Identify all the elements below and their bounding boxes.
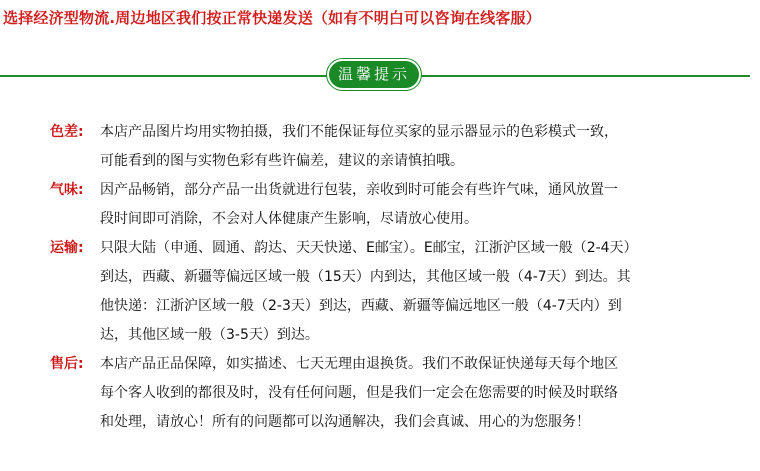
tips-badge: 温馨提示: [329, 61, 419, 88]
note-line: 每个客人收到的都很及时，没有任何问题，但是我们一定会在您需要的时候及时联络: [100, 385, 618, 401]
note-label: 售后:: [50, 356, 84, 372]
note-body: [100, 350, 710, 437]
note-body: [100, 118, 710, 176]
note-label: 色差:: [50, 124, 84, 140]
note-line: 本店产品图片均用实物拍摄，我们不能保证每位买家的显示器显示的色彩模式一致，: [100, 124, 618, 140]
note-after-sales: [50, 350, 710, 437]
notes-list: [50, 118, 710, 437]
top-notice: 选择经济型物流.周边地区我们按正常快递发送（如有不明白可以咨询在线客服）: [3, 9, 541, 27]
note-line: 段时间即可消除，不会对人体健康产生影响，尽请放心使用。: [100, 211, 478, 227]
note-shipping: [50, 234, 710, 350]
note-line: 只限大陆（申通、圆通、韵达、天天快递、E邮宝）。E邮宝，江浙沪区域一般（2-4天）: [100, 240, 638, 256]
note-line: 到达，西藏、新疆等偏远区域一般（15天）内到达，其他区域一般（4-7天）到达。其: [100, 269, 631, 285]
note-line: 因产品畅销，部分产品一出货就进行包装，亲收到时可能会有些许气味，通风放置一: [100, 182, 618, 198]
note-line: 和处理，请放心！所有的问题都可以沟通解决，我们会真诚、用心的为您服务！: [100, 414, 590, 430]
note-odor: [50, 176, 710, 234]
note-line: 可能看到的图与实物色彩有些许偏差，建议的亲请慎拍哦。: [100, 153, 464, 169]
note-label: 运输:: [50, 240, 84, 256]
note-line: 他快递：江浙沪区域一般（2-3天）到达，西藏、新疆等偏远地区一般（4-7天内）到: [100, 298, 622, 314]
note-color-difference: [50, 118, 710, 176]
note-body: [100, 234, 710, 350]
note-line: 达，其他区域一般（3-5天）到达。: [100, 327, 319, 343]
note-body: [100, 176, 710, 234]
note-line: 本店产品正品保障，如实描述、七天无理由退换货。我们不敢保证快递每天每个地区: [100, 356, 618, 372]
note-label: 气味:: [50, 182, 84, 198]
